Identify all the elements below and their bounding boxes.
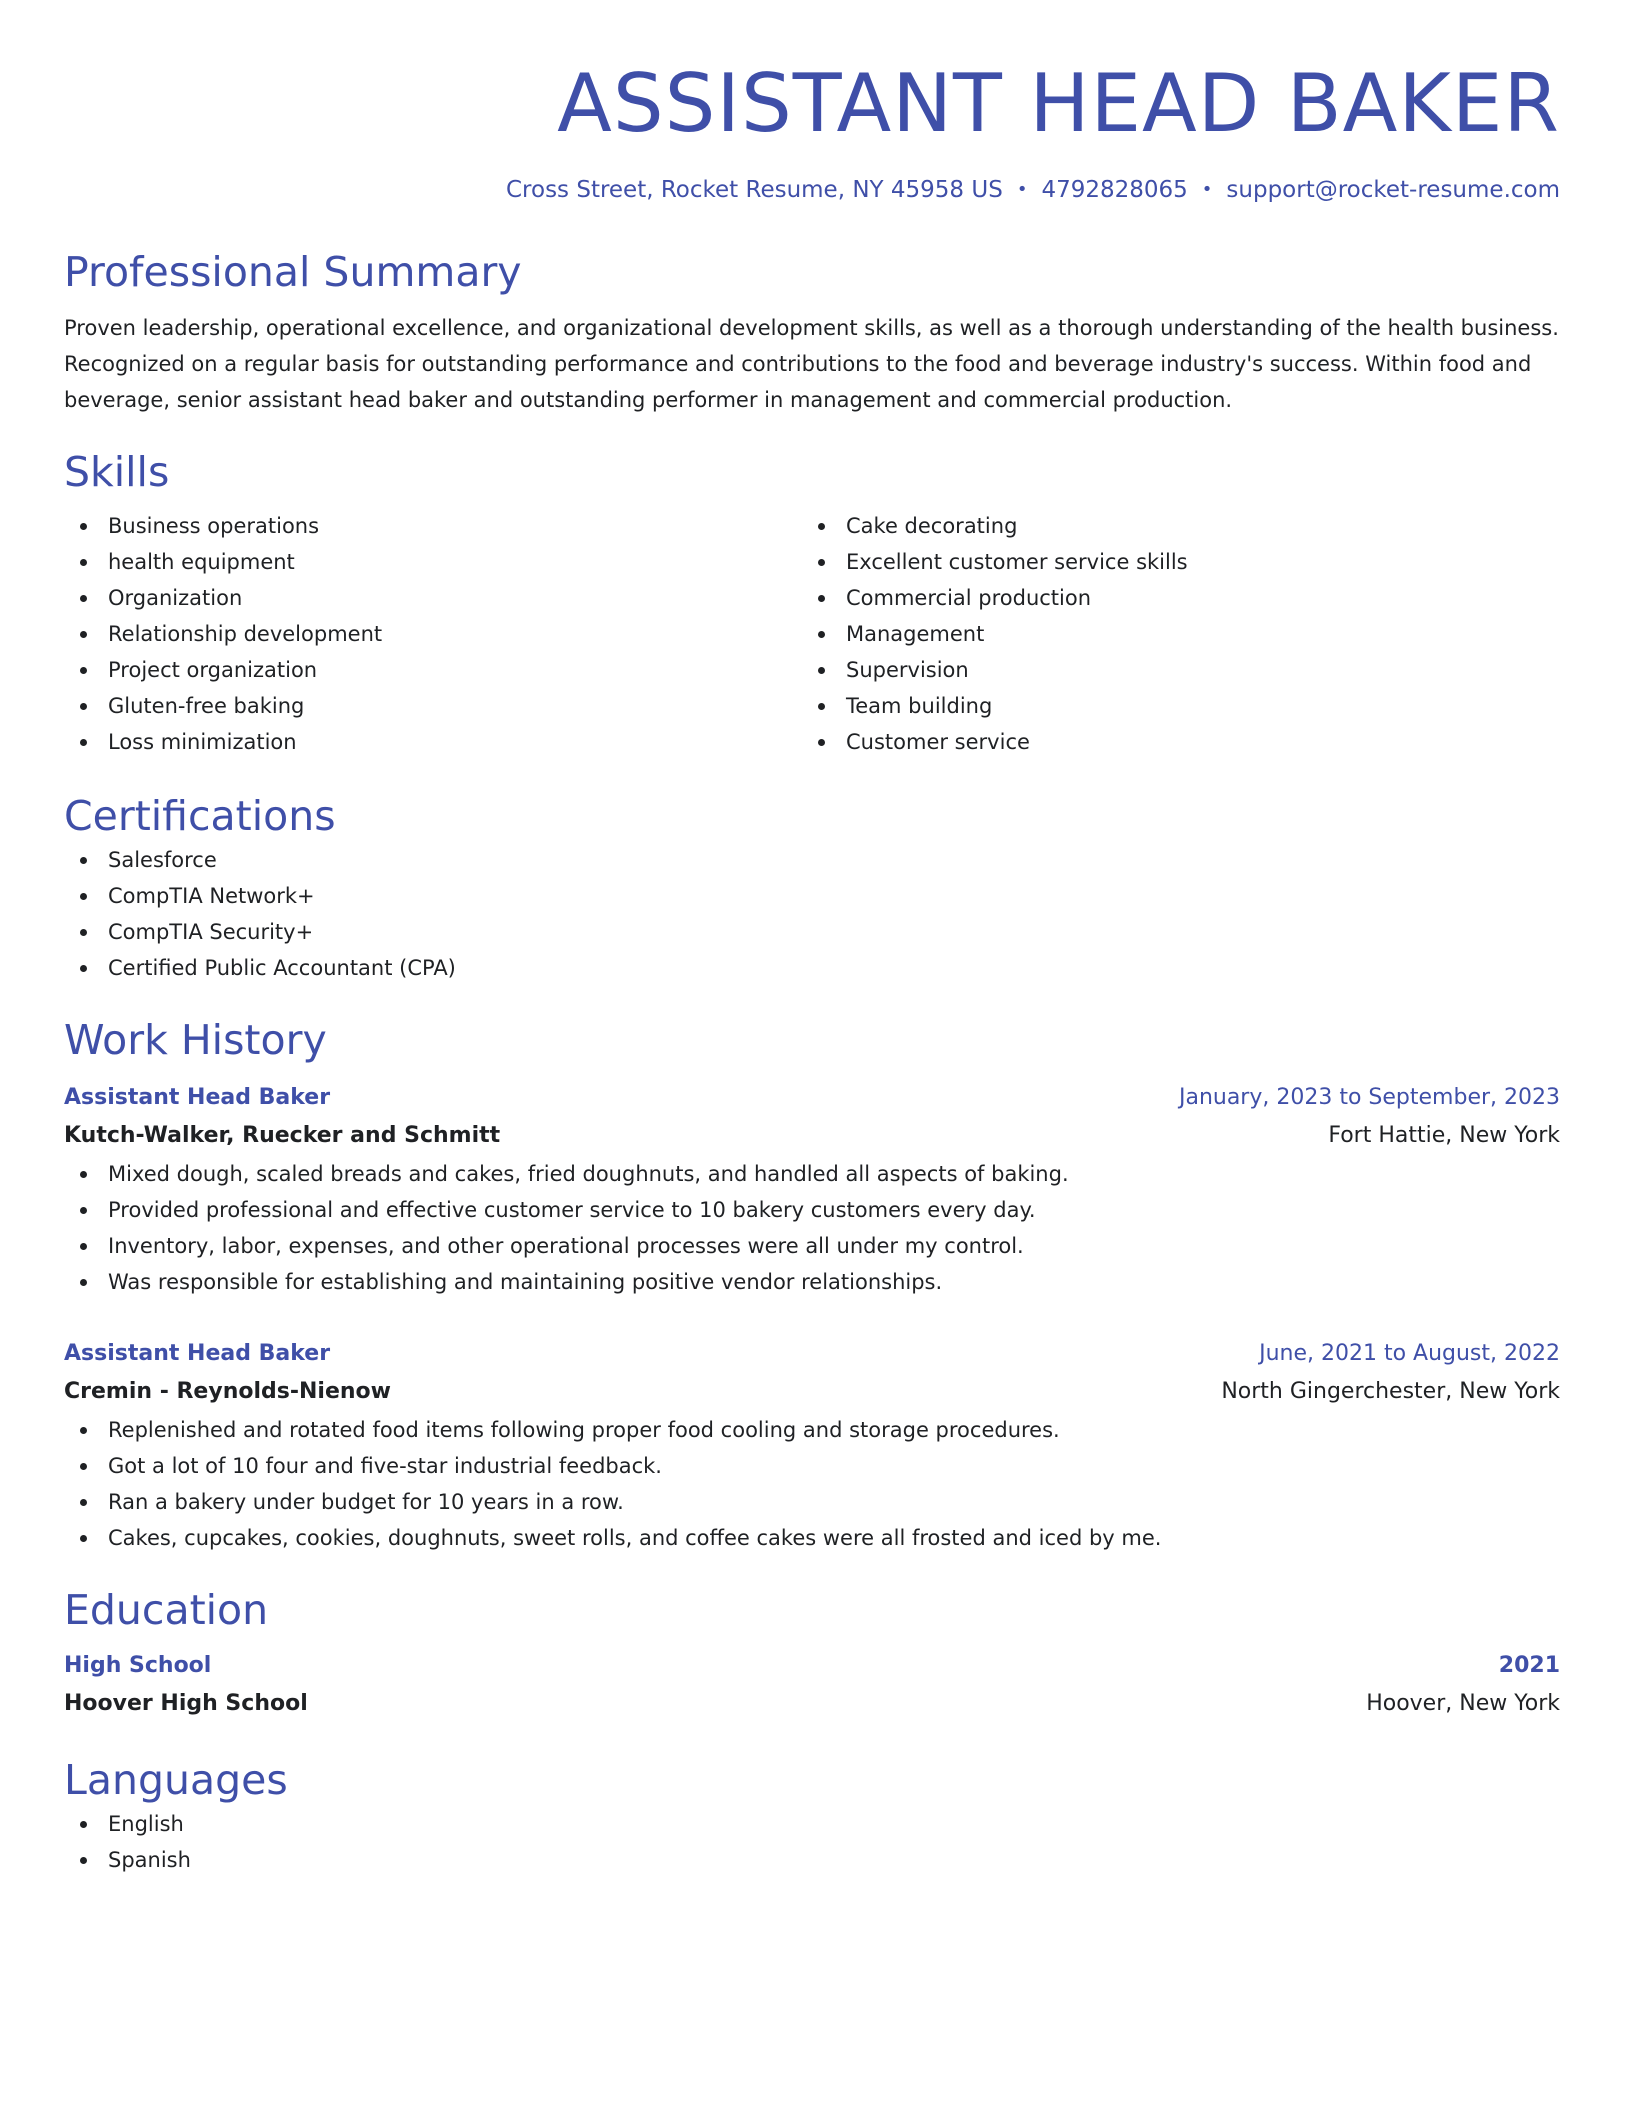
skills-list-left bbox=[64, 508, 802, 760]
work-entry-header bbox=[64, 1336, 1560, 1372]
language-item: English bbox=[64, 1806, 1560, 1842]
certification-item: Certified Public Accountant (CPA) bbox=[64, 950, 1560, 986]
contact-email: support@rocket-resume.com bbox=[1226, 177, 1560, 203]
job-duty: Mixed dough, scaled breads and cakes, fried doughnuts, and handled all aspects of baking. bbox=[64, 1156, 1560, 1192]
certifications-list bbox=[64, 842, 1560, 986]
job-duty: Provided professional and effective customer service to 10 bakery customers every day. bbox=[64, 1192, 1560, 1228]
skill-item: Organization bbox=[64, 580, 802, 616]
certification-item: CompTIA Network+ bbox=[64, 878, 1560, 914]
job-location: North Gingerchester, New York bbox=[1221, 1379, 1560, 1404]
summary-heading: Professional Summary bbox=[64, 248, 522, 296]
skill-item: Management bbox=[802, 616, 1540, 652]
certification-item: Salesforce bbox=[64, 842, 1560, 878]
skill-item: Cake decorating bbox=[802, 508, 1540, 544]
job-company: Kutch-Walker, Ruecker and Schmitt bbox=[64, 1123, 501, 1148]
skills-list-right bbox=[802, 508, 1540, 760]
skill-item: health equipment bbox=[64, 544, 802, 580]
skills-grid bbox=[64, 508, 1560, 760]
skills-heading: Skills bbox=[64, 448, 170, 496]
contact-separator: • bbox=[1201, 179, 1213, 200]
language-item: Spanish bbox=[64, 1842, 1560, 1878]
contact-phone: 4792828065 bbox=[1041, 177, 1188, 203]
job-duty: Ran a bakery under budget for 10 years in a row. bbox=[64, 1484, 1560, 1520]
job-duty: Replenished and rotated food items following proper food cooling and storage procedures. bbox=[64, 1412, 1560, 1448]
education-heading: Education bbox=[64, 1586, 269, 1634]
job-duty: Inventory, labor, expenses, and other operational processes were all under my control. bbox=[64, 1228, 1560, 1264]
languages-heading: Languages bbox=[64, 1756, 288, 1804]
education-location: Hoover, New York bbox=[1366, 1691, 1560, 1716]
contact-line bbox=[64, 174, 1560, 206]
work-entry bbox=[64, 1080, 1560, 1300]
skill-item: Project organization bbox=[64, 652, 802, 688]
skill-item: Excellent customer service skills bbox=[802, 544, 1540, 580]
job-duty: Was responsible for establishing and maintaining positive vendor relationships. bbox=[64, 1264, 1560, 1300]
job-role: Assistant Head Baker bbox=[64, 1341, 331, 1366]
education-degree: High School bbox=[64, 1653, 212, 1678]
candidate-title: ASSISTANT HEAD BAKER bbox=[557, 57, 1560, 150]
job-duty: Got a lot of 10 four and five-star industrial feedback. bbox=[64, 1448, 1560, 1484]
work-entry-subheader bbox=[64, 1116, 1560, 1156]
education-school: Hoover High School bbox=[64, 1691, 308, 1716]
job-dates: June, 2021 to August, 2022 bbox=[1259, 1341, 1560, 1366]
work-history-heading: Work History bbox=[64, 1016, 327, 1064]
job-duties-list bbox=[64, 1412, 1560, 1556]
education-entry-header bbox=[64, 1648, 1560, 1684]
skill-item: Commercial production bbox=[802, 580, 1540, 616]
work-entry-header bbox=[64, 1080, 1560, 1116]
contact-separator: • bbox=[1016, 179, 1028, 200]
job-duties-list bbox=[64, 1156, 1560, 1300]
contact-address: Cross Street, Rocket Resume, NY 45958 US bbox=[505, 177, 1003, 203]
resume-page bbox=[64, 0, 1560, 1878]
education-year: 2021 bbox=[1498, 1653, 1560, 1678]
job-company: Cremin - Reynolds-Nienow bbox=[64, 1379, 391, 1404]
education-entry-subheader bbox=[64, 1684, 1560, 1724]
certifications-heading: Certifications bbox=[64, 792, 336, 840]
work-entry bbox=[64, 1336, 1560, 1556]
education-entry bbox=[64, 1648, 1560, 1724]
skill-item: Relationship development bbox=[64, 616, 802, 652]
job-location: Fort Hattie, New York bbox=[1328, 1123, 1560, 1148]
job-duty: Cakes, cupcakes, cookies, doughnuts, sweet rolls, and coffee cakes were all frosted and iced by me. bbox=[64, 1520, 1560, 1556]
work-entry-subheader bbox=[64, 1372, 1560, 1412]
skill-item: Team building bbox=[802, 688, 1540, 724]
skill-item: Supervision bbox=[802, 652, 1540, 688]
skill-item: Loss minimization bbox=[64, 724, 802, 760]
languages-list bbox=[64, 1806, 1560, 1878]
job-role: Assistant Head Baker bbox=[64, 1085, 331, 1110]
summary-text: Proven leadership, operational excellence, and organizational development skills, as well as a thorough understanding of the health business. Recognized on a regular basis for outstanding performance and contributions to the food and beverage industry's success. Within food and beverage, senior assistant head baker and outstanding performer in management and commercial production. bbox=[64, 316, 1559, 412]
certification-item: CompTIA Security+ bbox=[64, 914, 1560, 950]
skill-item: Business operations bbox=[64, 508, 802, 544]
skill-item: Gluten-free baking bbox=[64, 688, 802, 724]
skill-item: Customer service bbox=[802, 724, 1540, 760]
job-dates: January, 2023 to September, 2023 bbox=[1178, 1085, 1560, 1110]
